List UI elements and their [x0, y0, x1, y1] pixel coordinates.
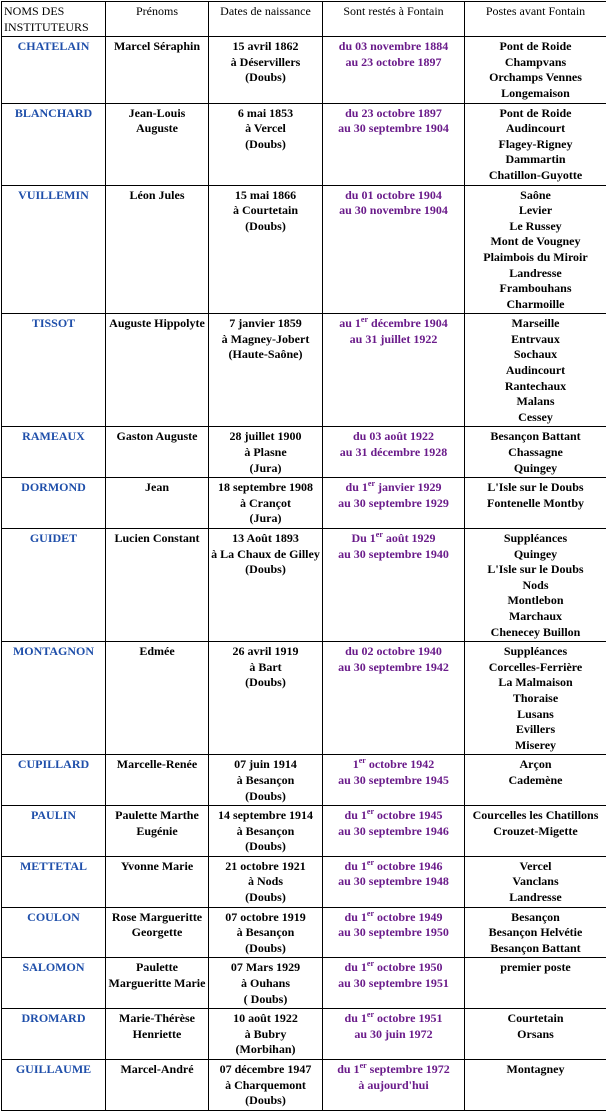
- cell-naissance: [209, 856, 323, 907]
- poste-line: Marchaux: [467, 609, 604, 625]
- poste-line: Pont de Roide: [467, 39, 604, 55]
- periode-text: au 23 octobre 1897: [345, 55, 441, 69]
- naissance-line: 13 Août 1893: [211, 531, 320, 547]
- periode-text: au 30 juin 1972: [354, 1027, 432, 1041]
- periode-text: à aujourd'hui: [358, 1078, 428, 1092]
- cell-prenoms: Yvonne Marie: [106, 856, 209, 907]
- table-row: [2, 529, 606, 642]
- table-row: [2, 958, 606, 1009]
- cell-naissance: [209, 755, 323, 806]
- periode-line: [325, 910, 462, 926]
- cell-naissance: [209, 185, 323, 314]
- periode-text-rest: août 1929: [383, 531, 436, 545]
- cell-naissance: [209, 314, 323, 427]
- periode-line: [325, 859, 462, 875]
- cell-nom: PAULIN: [2, 806, 106, 857]
- poste-line: Quingey: [467, 461, 604, 477]
- cell-prenoms: Rose Margueritte Georgette: [106, 907, 209, 958]
- header-postes: Postes avant Fontain: [465, 2, 606, 37]
- cell-prenoms: Jean: [106, 478, 209, 529]
- cell-postes: [465, 642, 606, 755]
- cell-nom: COULON: [2, 907, 106, 958]
- naissance-line: 07 Mars 1929: [211, 960, 320, 976]
- periode-line: [325, 1011, 462, 1027]
- cell-periode: [323, 856, 465, 907]
- periode-text: du 23 octobre 1897: [345, 106, 442, 120]
- naissance-line: 07 octobre 1919: [211, 910, 320, 926]
- poste-line: Frambouhans: [467, 281, 604, 297]
- cell-naissance: [209, 103, 323, 185]
- periode-line: [325, 808, 462, 824]
- cell-postes: [465, 185, 606, 314]
- cell-postes: [465, 755, 606, 806]
- poste-line: Charmoille: [467, 297, 604, 313]
- naissance-line: à Déservillers: [211, 55, 320, 71]
- table-row: [2, 103, 606, 185]
- cell-nom: TISSOT: [2, 314, 106, 427]
- teachers-table: [1, 1, 606, 1111]
- cell-postes: [465, 1060, 606, 1111]
- periode-line: [325, 644, 462, 660]
- cell-prenoms: Lucien Constant: [106, 529, 209, 642]
- poste-line: Sochaux: [467, 347, 604, 363]
- header-periode: Sont restés à Fontain: [323, 2, 465, 37]
- periode-text: au 30 septembre 1948: [338, 874, 449, 888]
- poste-line: Saône: [467, 188, 604, 204]
- naissance-line: 07 décembre 1947: [211, 1062, 320, 1078]
- naissance-line: (Doubs): [211, 219, 320, 235]
- cell-prenoms: Edmée: [106, 642, 209, 755]
- poste-line: Mont de Vougney: [467, 234, 604, 250]
- periode-text: au 30 septembre 1946: [338, 824, 449, 838]
- cell-postes: [465, 907, 606, 958]
- cell-naissance: [209, 1060, 323, 1111]
- table-row: [2, 856, 606, 907]
- poste-line: Suppléances: [467, 644, 604, 660]
- naissance-line: à Vercel: [211, 121, 320, 137]
- poste-line: Vanclans: [467, 874, 604, 890]
- poste-line: Chatillon-Guyotte: [467, 168, 604, 184]
- naissance-line: (Morbihan): [211, 1042, 320, 1058]
- naissance-line: (Doubs): [211, 675, 320, 691]
- naissance-line: (Doubs): [211, 839, 320, 855]
- poste-line: Arçon: [467, 757, 604, 773]
- naissance-line: à Ouhans: [211, 976, 320, 992]
- cell-periode: [323, 1009, 465, 1060]
- naissance-line: (Doubs): [211, 562, 320, 578]
- poste-line: premier poste: [467, 960, 604, 976]
- naissance-line: 07 juin 1914: [211, 757, 320, 773]
- cell-nom: DROMARD: [2, 1009, 106, 1060]
- naissance-line: à Bubry: [211, 1027, 320, 1043]
- cell-periode: [323, 37, 465, 103]
- naissance-line: (Jura): [211, 511, 320, 527]
- naissance-line: à Crançot: [211, 496, 320, 512]
- periode-text-rest: décembre 1904: [368, 316, 448, 330]
- cell-nom: RAMEAUX: [2, 427, 106, 478]
- cell-nom: METTETAL: [2, 856, 106, 907]
- cell-prenoms: Marcel Séraphin: [106, 37, 209, 103]
- cell-naissance: [209, 806, 323, 857]
- naissance-line: à Plasne: [211, 445, 320, 461]
- cell-naissance: [209, 958, 323, 1009]
- periode-text: du 1: [345, 910, 367, 924]
- periode-text: du 1: [337, 1062, 359, 1076]
- poste-line: Besançon Battant: [467, 429, 604, 445]
- naissance-line: 7 janvier 1859: [211, 316, 320, 332]
- periode-line: [325, 824, 462, 840]
- poste-line: Vercel: [467, 859, 604, 875]
- periode-text-rest: octobre 1946: [374, 859, 442, 873]
- cell-naissance: [209, 427, 323, 478]
- cell-nom: MONTAGNON: [2, 642, 106, 755]
- cell-naissance: [209, 478, 323, 529]
- poste-line: Corcelles-Ferrière: [467, 660, 604, 676]
- poste-line: Flagey-Rigney: [467, 137, 604, 153]
- periode-text: au 31 décembre 1928: [340, 445, 447, 459]
- cell-periode: [323, 958, 465, 1009]
- periode-text: du 01 octobre 1904: [345, 188, 442, 202]
- poste-line: Marseille: [467, 316, 604, 332]
- poste-line: Longemaison: [467, 86, 604, 102]
- cell-prenoms: Marcelle-Renée: [106, 755, 209, 806]
- periode-line: [325, 480, 462, 496]
- poste-line: Le Russey: [467, 219, 604, 235]
- cell-postes: [465, 314, 606, 427]
- table-row: [2, 185, 606, 314]
- periode-line: [325, 757, 462, 773]
- poste-line: Courcelles les Chatillons: [467, 808, 604, 824]
- periode-line: [325, 188, 462, 204]
- poste-line: Plaimbois du Miroir: [467, 250, 604, 266]
- cell-naissance: [209, 37, 323, 103]
- periode-text-rest: octobre 1951: [374, 1011, 442, 1025]
- periode-text: Du 1: [351, 531, 375, 545]
- periode-ordinal: er: [367, 1010, 374, 1019]
- cell-postes: [465, 1009, 606, 1060]
- cell-nom: CUPILLARD: [2, 755, 106, 806]
- periode-line: [325, 960, 462, 976]
- cell-periode: [323, 529, 465, 642]
- cell-postes: [465, 37, 606, 103]
- naissance-line: 10 août 1922: [211, 1011, 320, 1027]
- cell-postes: [465, 529, 606, 642]
- periode-line: [325, 1078, 462, 1094]
- poste-line: Thoraise: [467, 691, 604, 707]
- poste-line: Miserey: [467, 738, 604, 754]
- naissance-line: 6 mai 1853: [211, 106, 320, 122]
- table-row: [2, 478, 606, 529]
- cell-postes: [465, 806, 606, 857]
- naissance-line: (Doubs): [211, 941, 320, 957]
- naissance-line: à Nods: [211, 874, 320, 890]
- periode-line: [325, 106, 462, 122]
- table-row: [2, 1009, 606, 1060]
- periode-text: du 02 octobre 1940: [345, 644, 442, 658]
- poste-line: Besançon Helvétie: [467, 925, 604, 941]
- cell-postes: [465, 478, 606, 529]
- poste-line: La Malmaison: [467, 675, 604, 691]
- periode-text-rest: octobre 1950: [374, 960, 442, 974]
- poste-line: Cessey: [467, 410, 604, 426]
- naissance-line: 15 avril 1862: [211, 39, 320, 55]
- poste-line: Chassagne: [467, 445, 604, 461]
- naissance-line: ( Doubs): [211, 992, 320, 1008]
- naissance-line: 14 septembre 1914: [211, 808, 320, 824]
- header-naissance: Dates de naissance: [209, 2, 323, 37]
- periode-text-rest: janvier 1929: [375, 480, 441, 494]
- periode-text: du 1: [345, 808, 367, 822]
- naissance-line: (Doubs): [211, 789, 320, 805]
- poste-line: Champvans: [467, 55, 604, 71]
- poste-line: Levier: [467, 203, 604, 219]
- cell-periode: [323, 478, 465, 529]
- periode-ordinal: er: [368, 479, 375, 488]
- naissance-line: à La Chaux de Gilley: [211, 547, 320, 563]
- poste-line: Chenecey Buillon: [467, 625, 604, 641]
- header-nom: NOMS DES INSTITUTEURS: [2, 2, 106, 37]
- cell-periode: [323, 103, 465, 185]
- periode-text: au 30 septembre 1942: [338, 660, 449, 674]
- periode-line: [325, 531, 462, 547]
- cell-naissance: [209, 529, 323, 642]
- cell-prenoms: Paulette Marthe Eugénie: [106, 806, 209, 857]
- periode-text: au 30 septembre 1929: [338, 496, 449, 510]
- periode-text: au 30 septembre 1951: [338, 976, 449, 990]
- cell-periode: [323, 314, 465, 427]
- poste-line: Entrvaux: [467, 332, 604, 348]
- cell-prenoms: Marcel-André: [106, 1060, 209, 1111]
- poste-line: Nods: [467, 578, 604, 594]
- cell-periode: [323, 185, 465, 314]
- periode-line: [325, 39, 462, 55]
- naissance-line: à Charquemont: [211, 1078, 320, 1094]
- periode-ordinal: er: [376, 530, 383, 539]
- periode-text: au 30 novembre 1904: [339, 203, 448, 217]
- periode-line: [325, 316, 462, 332]
- poste-line: Audincourt: [467, 121, 604, 137]
- naissance-line: (Haute-Saône): [211, 347, 320, 363]
- cell-periode: [323, 907, 465, 958]
- periode-line: [325, 445, 462, 461]
- naissance-line: (Doubs): [211, 890, 320, 906]
- cell-periode: [323, 427, 465, 478]
- naissance-line: 15 mai 1866: [211, 188, 320, 204]
- periode-text: du 1: [346, 480, 368, 494]
- cell-periode: [323, 1060, 465, 1111]
- periode-text: au 30 septembre 1904: [338, 121, 449, 135]
- cell-prenoms: Auguste Hippolyte: [106, 314, 209, 427]
- poste-line: Courtetain: [467, 1011, 604, 1027]
- periode-line: [325, 55, 462, 71]
- naissance-line: (Jura): [211, 461, 320, 477]
- cell-prenoms: Marie-Thérèse Henriette: [106, 1009, 209, 1060]
- poste-line: Malans: [467, 394, 604, 410]
- poste-line: Orchamps Vennes: [467, 70, 604, 86]
- cell-nom: GUILLAUME: [2, 1060, 106, 1111]
- cell-postes: [465, 856, 606, 907]
- periode-line: [325, 1062, 462, 1078]
- cell-prenoms: Jean-Louis Auguste: [106, 103, 209, 185]
- periode-text: du 03 août 1922: [353, 429, 434, 443]
- table-row: [2, 1060, 606, 1111]
- periode-line: [325, 429, 462, 445]
- cell-nom: DORMOND: [2, 478, 106, 529]
- periode-ordinal: er: [367, 807, 374, 816]
- poste-line: Rantechaux: [467, 379, 604, 395]
- poste-line: Crouzet-Migette: [467, 824, 604, 840]
- naissance-line: 28 juillet 1900: [211, 429, 320, 445]
- periode-ordinal: er: [367, 858, 374, 867]
- cell-nom: VUILLEMIN: [2, 185, 106, 314]
- poste-line: Landresse: [467, 266, 604, 282]
- poste-line: Quingey: [467, 547, 604, 563]
- cell-periode: [323, 755, 465, 806]
- cell-prenoms: Gaston Auguste: [106, 427, 209, 478]
- periode-line: [325, 121, 462, 137]
- table-body: [2, 37, 606, 1111]
- cell-nom: GUIDET: [2, 529, 106, 642]
- periode-text: au 1: [339, 316, 361, 330]
- periode-line: [325, 976, 462, 992]
- periode-text-rest: octobre 1949: [374, 910, 442, 924]
- periode-text: du 03 novembre 1884: [339, 39, 448, 53]
- header-prenoms: Prénoms: [106, 2, 209, 37]
- cell-prenoms: Léon Jules: [106, 185, 209, 314]
- cell-nom: SALOMON: [2, 958, 106, 1009]
- poste-line: L'Isle sur le Doubs: [467, 562, 604, 578]
- periode-ordinal: er: [359, 756, 366, 765]
- periode-text-rest: septembre 1972: [367, 1062, 450, 1076]
- table-row: [2, 642, 606, 755]
- periode-line: [325, 925, 462, 941]
- periode-line: [325, 773, 462, 789]
- cell-periode: [323, 806, 465, 857]
- poste-line: Fontenelle Montby: [467, 496, 604, 512]
- table-row: [2, 806, 606, 857]
- poste-line: Pont de Roide: [467, 106, 604, 122]
- periode-line: [325, 1027, 462, 1043]
- periode-ordinal: er: [367, 909, 374, 918]
- periode-text: au 30 septembre 1940: [338, 547, 449, 561]
- periode-ordinal: er: [361, 315, 368, 324]
- poste-line: Audincourt: [467, 363, 604, 379]
- periode-line: [325, 547, 462, 563]
- cell-nom: CHATELAIN: [2, 37, 106, 103]
- table-row: [2, 314, 606, 427]
- periode-text: du 1: [345, 960, 367, 974]
- periode-text: du 1: [345, 1011, 367, 1025]
- naissance-line: à Magney-Jobert: [211, 332, 320, 348]
- naissance-line: (Doubs): [211, 1093, 320, 1109]
- cell-nom: BLANCHARD: [2, 103, 106, 185]
- table-row: [2, 37, 606, 103]
- periode-text: au 31 juillet 1922: [350, 332, 438, 346]
- cell-postes: [465, 103, 606, 185]
- poste-line: L'Isle sur le Doubs: [467, 480, 604, 496]
- periode-ordinal: er: [360, 1061, 367, 1070]
- poste-line: Lusans: [467, 707, 604, 723]
- cell-postes: [465, 427, 606, 478]
- cell-naissance: [209, 907, 323, 958]
- table-row: [2, 755, 606, 806]
- periode-text: au 30 septembre 1945: [338, 773, 449, 787]
- poste-line: Evillers: [467, 722, 604, 738]
- poste-line: Besançon Battant: [467, 941, 604, 957]
- naissance-line: à Bart: [211, 660, 320, 676]
- periode-text: du 1: [345, 859, 367, 873]
- periode-text: 1: [353, 757, 359, 771]
- naissance-line: 26 avril 1919: [211, 644, 320, 660]
- periode-text: au 30 septembre 1950: [338, 925, 449, 939]
- naissance-line: (Doubs): [211, 137, 320, 153]
- periode-line: [325, 332, 462, 348]
- cell-prenoms: Paulette Margueritte Marie: [106, 958, 209, 1009]
- poste-line: Montlebon: [467, 593, 604, 609]
- naissance-line: à Besançon: [211, 773, 320, 789]
- poste-line: Suppléances: [467, 531, 604, 547]
- periode-line: [325, 660, 462, 676]
- naissance-line: (Doubs): [211, 70, 320, 86]
- cell-periode: [323, 642, 465, 755]
- cell-naissance: [209, 1009, 323, 1060]
- naissance-line: à Besançon: [211, 925, 320, 941]
- periode-text-rest: octobre 1942: [366, 757, 434, 771]
- naissance-line: à Courtetain: [211, 203, 320, 219]
- cell-naissance: [209, 642, 323, 755]
- cell-postes: [465, 958, 606, 1009]
- poste-line: Montagney: [467, 1062, 604, 1078]
- periode-line: [325, 496, 462, 512]
- periode-line: [325, 203, 462, 219]
- poste-line: Dammartin: [467, 152, 604, 168]
- table-row: [2, 427, 606, 478]
- naissance-line: à Besançon: [211, 824, 320, 840]
- periode-text-rest: octobre 1945: [374, 808, 442, 822]
- periode-ordinal: er: [367, 959, 374, 968]
- poste-line: Orsans: [467, 1027, 604, 1043]
- naissance-line: 18 septembre 1908: [211, 480, 320, 496]
- header-row: [2, 2, 606, 37]
- naissance-line: 21 octobre 1921: [211, 859, 320, 875]
- periode-line: [325, 874, 462, 890]
- table-row: [2, 907, 606, 958]
- poste-line: Besançon: [467, 910, 604, 926]
- poste-line: Landresse: [467, 890, 604, 906]
- poste-line: Cademène: [467, 773, 604, 789]
